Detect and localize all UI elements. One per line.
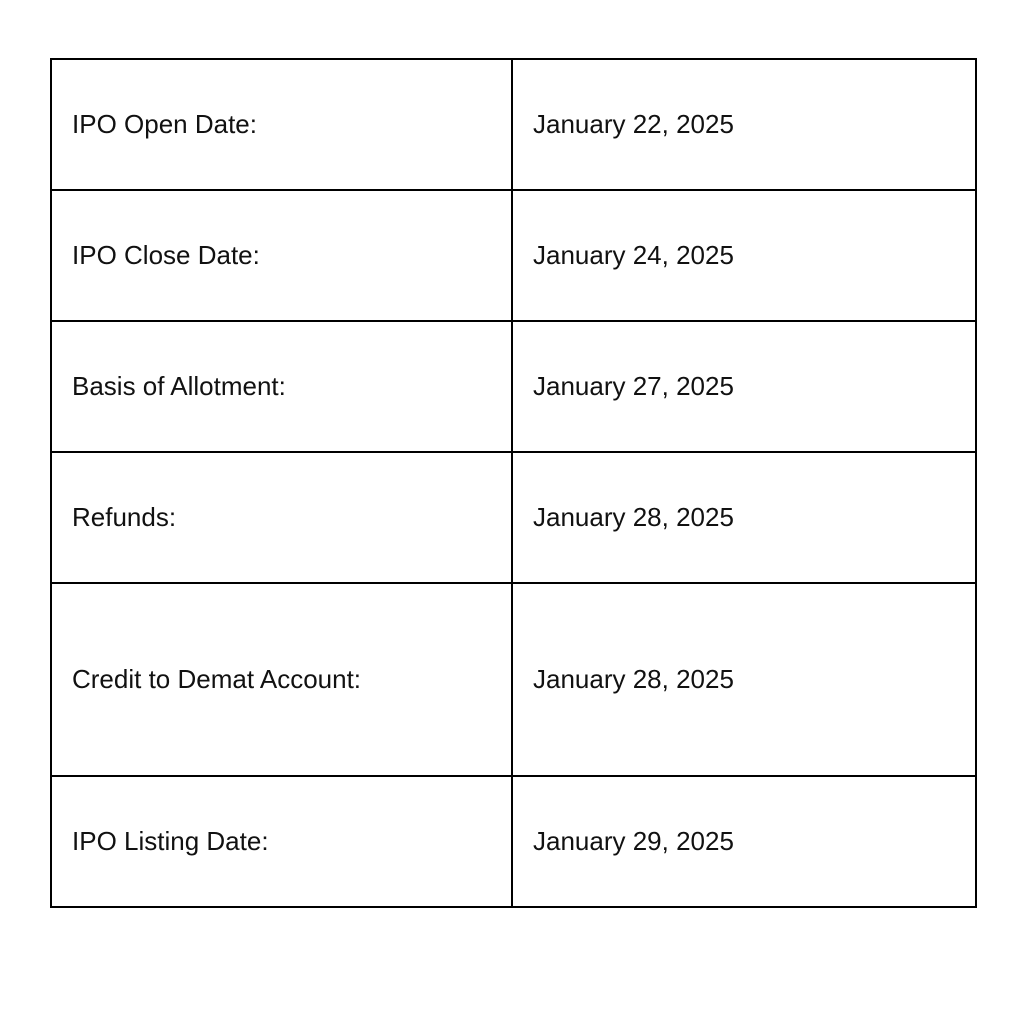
row-value: January 28, 2025 [512, 583, 976, 776]
row-label: Refunds: [51, 452, 512, 583]
row-value: January 24, 2025 [512, 190, 976, 321]
row-value: January 28, 2025 [512, 452, 976, 583]
row-label: Basis of Allotment: [51, 321, 512, 452]
ipo-schedule-table [50, 58, 977, 908]
row-value: January 29, 2025 [512, 776, 976, 907]
row-value: January 27, 2025 [512, 321, 976, 452]
row-label: IPO Open Date: [51, 59, 512, 190]
table-row [51, 321, 976, 452]
table-row [51, 190, 976, 321]
table-row [51, 583, 976, 776]
table-row [51, 776, 976, 907]
row-label: IPO Listing Date: [51, 776, 512, 907]
row-value: January 22, 2025 [512, 59, 976, 190]
table-row [51, 59, 976, 190]
row-label: Credit to Demat Account: [51, 583, 512, 776]
row-label: IPO Close Date: [51, 190, 512, 321]
table-row [51, 452, 976, 583]
